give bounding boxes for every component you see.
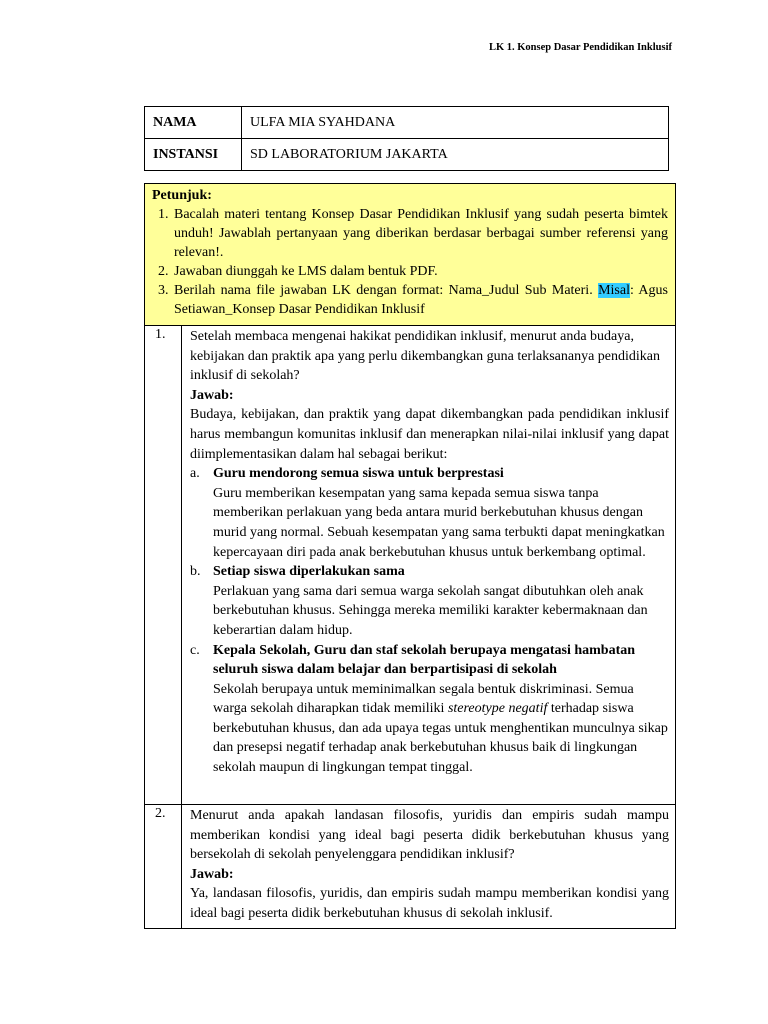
question-number: 2. <box>145 805 182 928</box>
point-text-after: terhadap siswa berkebutuhan khusus, dan ada upaya tegas untuk menghentikan munculnya sikap dan presepsi negatif terhadap anak berkebutuhan khusus baik di lingkungan sekolah maupun di lingkungan tempat tinggal. <box>213 701 668 776</box>
highlighted-word: Misal <box>598 283 630 298</box>
identity-row-nama <box>145 107 669 139</box>
answer-label: Jawab: <box>190 866 234 882</box>
point-letter: c. <box>190 642 200 658</box>
worksheet-box <box>144 183 676 929</box>
identity-table <box>144 106 669 171</box>
question-row <box>145 805 675 928</box>
question-row <box>145 326 675 805</box>
instruction-text: Berilah nama file jawaban LK dengan format: Nama_Judul Sub Materi. <box>174 283 593 298</box>
instruction-example: : Agus Setiawan_Konsep Dasar Pendidikan Inklusif <box>174 283 668 317</box>
document-header: LK 1. Konsep Dasar Pendidikan Inklusif <box>488 42 672 53</box>
identity-row-instansi <box>145 139 669 171</box>
question-text: Setelah membaca mengenai hakikat pendidikan inklusif, menurut anda budaya, kebijakan dan praktik apa yang perlu dikembangkan guna terlaksananya pendidikan inklusif di sekolah? <box>190 329 660 384</box>
point-text-italic: stereotype negatif <box>447 701 548 717</box>
point-text: Perlakuan yang sama dari semua warga sekolah sangat dibutuhkan oleh anak berkebutuhan khusus. Sehingga mereka memiliki karakter kebermaknaan dan keberartian dalam hidup. <box>213 583 648 638</box>
point-heading: Kepala Sekolah, Guru dan staf sekolah berupaya mengatasi hambatan seluruh siswa dalam belajar dan berpartisipasi di sekolah <box>213 642 636 678</box>
point-text: Guru memberikan kesempatan yang sama kepada semua siswa tanpa memberikan perlakuan yang beda antara murid berkebutuhan khusus dengan murid yang normal. Sebuah kesempatan yang sama terbukti dapat meningkatkan kepercayaan diri pada anak berkebutuhan khusus untuk berkembang optimal. <box>213 485 665 560</box>
instansi-label: INSTANSI <box>145 139 242 171</box>
instruction-item <box>172 281 668 319</box>
point-letter: b. <box>190 564 201 580</box>
nama-label: NAMA <box>145 107 242 139</box>
question-number: 1. <box>145 326 182 804</box>
answer-point <box>190 464 669 562</box>
answer-label: Jawab: <box>190 387 234 403</box>
point-heading: Setiap siswa diperlakukan sama <box>213 564 405 580</box>
instansi-value: SD LABORATORIUM JAKARTA <box>242 139 669 171</box>
question-body <box>182 805 675 928</box>
nama-value: ULFA MIA SYAHDANA <box>242 107 669 139</box>
point-text-before: Sekolah berupaya untuk meminimalkan segala bentuk diskriminasi. Semua warga sekolah diharapkan tidak memiliki <box>213 681 634 717</box>
point-heading: Guru mendorong semua siswa untuk berprestasi <box>213 466 504 482</box>
question-text: Menurut anda apakah landasan filosofis, yuridis dan empiris sudah mampu memberikan kondisi yang ideal bagi peserta didik berkebutuhan khusus yang bersekolah di sekolah penyelenggara pendidikan inklusif? <box>190 808 669 863</box>
instructions-box <box>145 184 675 326</box>
answer-text: Ya, landasan filosofis, yuridis, dan empiris sudah mampu memberikan kondisi yang ideal bagi peserta didik berkebutuhan khusus di sekolah inklusif. <box>190 886 669 921</box>
answer-point <box>190 562 669 640</box>
instructions-list <box>152 205 668 319</box>
answer-point <box>190 641 669 778</box>
instruction-item: 2. Jawaban diunggah ke LMS dalam bentuk PDF. <box>172 262 668 281</box>
point-letter: a. <box>190 466 200 482</box>
instruction-item: 1. Bacalah materi tentang Konsep Dasar Pendidikan Inklusif yang sudah peserta bimtek unduh! Jawablah pertanyaan yang diberikan berdasar berbagai sumber referensi yang relevan!. <box>172 205 668 262</box>
answer-intro: Budaya, kebijakan, dan praktik yang dapat dikembangkan pada pendidikan inklusif harus membangun komunitas inklusif dan menerapkan nilai-nilai inklusif yang dapat diimplementasikan dalam hal sebagai berikut: <box>190 407 669 462</box>
instructions-title: Petunjuk: <box>152 188 212 203</box>
question-body <box>182 326 675 804</box>
point-text <box>213 680 669 778</box>
